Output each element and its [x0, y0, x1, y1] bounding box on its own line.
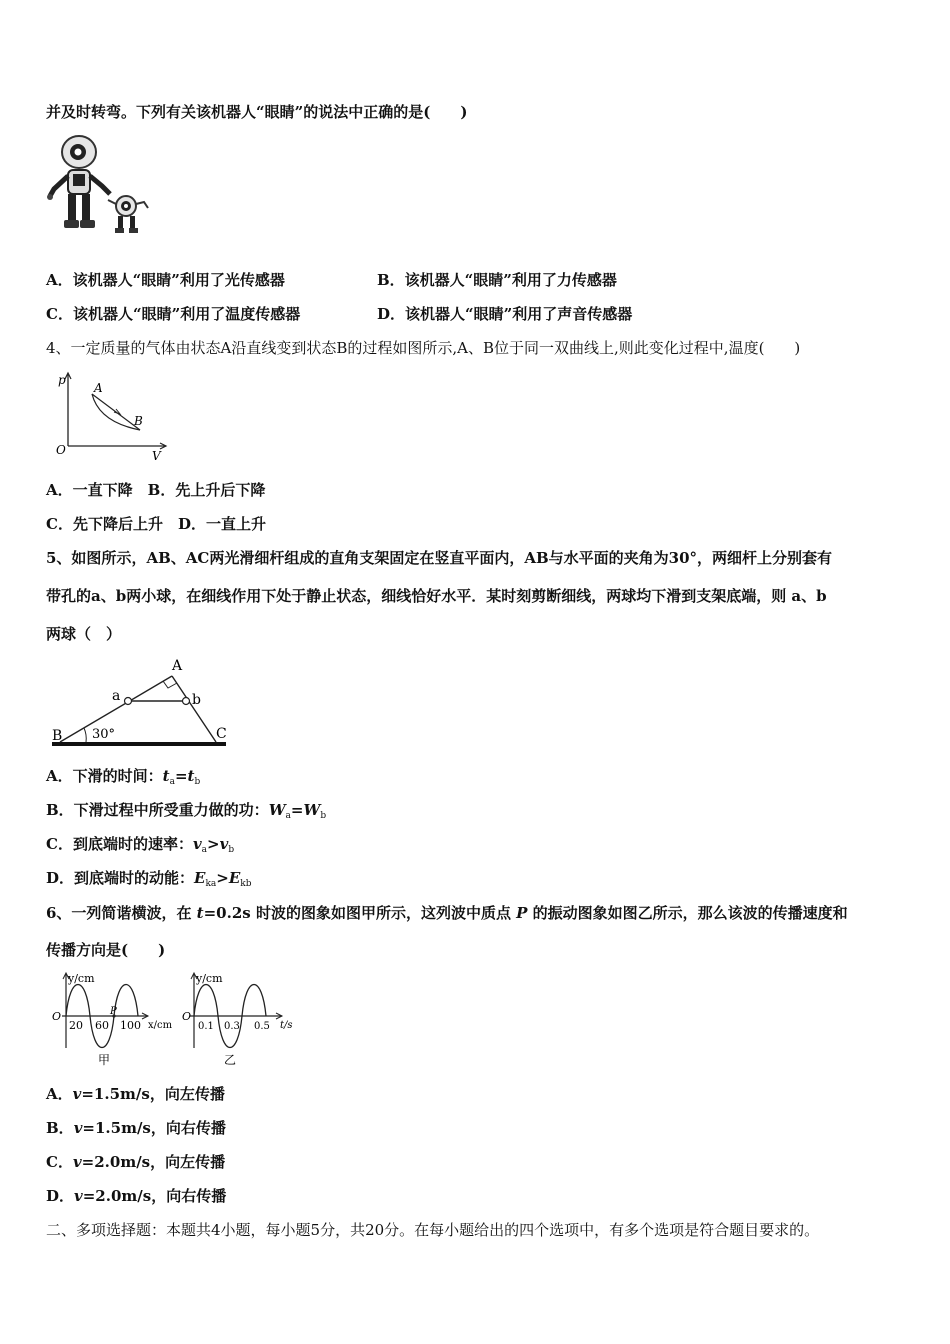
q4-options-row1: A．一直下降 B．先上升后下降 — [46, 481, 266, 499]
q5-option-b: B．下滑过程中所受重力做的功：$W_a=W_b$ — [46, 801, 327, 821]
q5-option-c: C．到底端时的速率：$v_a>v_b$ — [46, 835, 235, 855]
yi-tick-03: 0.3 — [224, 1021, 240, 1032]
yi-y-label: y/cm — [196, 972, 223, 985]
q6-vibration-graph-yi — [182, 966, 300, 1072]
section-2-heading: 二、多项选择题：本题共4小题，每小题5分，共20分。在每小题给出的四个选项中，有多个选项是符合题目要求的。 — [46, 1221, 820, 1239]
jia-point-p: P — [110, 1006, 117, 1017]
yi-x-label: t/s — [280, 1020, 293, 1031]
yi-origin: O — [182, 1010, 192, 1023]
yi-caption: 乙 — [224, 1053, 237, 1067]
q5-option-d: D．到底端时的动能：$E_{ka}>E_{kb}$ — [46, 869, 252, 889]
q6-stem-line2: 传播方向是( ) — [46, 941, 166, 959]
q5-bracket-diagram — [46, 654, 236, 752]
point-a-label: A — [94, 381, 103, 395]
p-axis-label: p — [58, 373, 66, 387]
q6-option-a: A．v=1.5m/s，向左传播 — [46, 1085, 225, 1103]
q4-pv-diagram — [54, 370, 174, 462]
jia-y-label: y/cm — [68, 972, 95, 985]
yi-tick-05: 0.5 — [254, 1021, 270, 1032]
jia-caption: 甲 — [98, 1053, 111, 1067]
origin-label: O — [56, 443, 66, 457]
q5-option-a: A．下滑的时间：$t_a=t_b$ — [46, 767, 201, 787]
q3-option-a: A．该机器人“眼睛”利用了光传感器 — [46, 271, 285, 289]
q3-option-c: C．该机器人“眼睛”利用了温度传感器 — [46, 305, 301, 323]
yi-tick-01: 0.1 — [198, 1021, 214, 1032]
vertex-a-label: A — [172, 658, 183, 674]
jia-tick-20: 20 — [69, 1019, 83, 1032]
ball-b-label: b — [192, 692, 201, 708]
v-axis-label: V — [152, 449, 161, 462]
jia-x-label: x/cm — [148, 1020, 173, 1031]
jia-tick-100: 100 — [120, 1019, 141, 1032]
ball-a-label: a — [112, 688, 121, 704]
q5-stem-line3: 两球（ ） — [46, 625, 122, 643]
point-b-label: B — [134, 414, 143, 428]
q5-stem-line1: 5、如图所示，AB、AC两光滑细杆组成的直角支架固定在竖直平面内，AB与水平面的夹角为30°，两细杆上分别套有 — [46, 549, 833, 567]
q6-option-d: D．v=2.0m/s，向右传播 — [46, 1187, 227, 1205]
vertex-b-label: B — [52, 728, 63, 744]
q3-option-b: B．该机器人“眼睛”利用了力传感器 — [377, 271, 617, 289]
q3-option-d: D．该机器人“眼睛”利用了声音传感器 — [377, 305, 633, 323]
jia-tick-60: 60 — [95, 1019, 109, 1032]
q6-option-c: C．v=2.0m/s，向左传播 — [46, 1153, 226, 1171]
vertex-c-label: C — [216, 726, 227, 742]
angle-label: 30° — [92, 727, 116, 742]
q3-stem: 并及时转弯。下列有关该机器人“眼睛”的说法中正确的是( ) — [46, 103, 468, 121]
jia-origin: O — [52, 1010, 62, 1023]
q6-option-b: B．v=1.5m/s，向右传播 — [46, 1119, 226, 1137]
robot-figure — [44, 134, 159, 236]
robot-icon — [44, 134, 159, 236]
q6-stem-line1: 6、一列简谐横波，在 t=0.2s 时波的图象如图甲所示，这列波中质点 P 的振动图象如图乙所示，那么该波的传播速度和 — [46, 904, 848, 922]
q4-options-row2: C．先下降后上升 D．一直上升 — [46, 515, 266, 533]
q4-stem: 4、一定质量的气体由状态A沿直线变到状态B的过程如图所示,A、B位于同一双曲线上,则此变化过程中,温度( ) — [46, 339, 801, 357]
q5-stem-line2: 带孔的a、b两小球，在细线作用下处于静止状态，细线恰好水平．某时刻剪断细线，两球均下滑到支架底端，则 a、b — [46, 587, 827, 605]
q6-wave-graph-jia — [44, 966, 182, 1072]
